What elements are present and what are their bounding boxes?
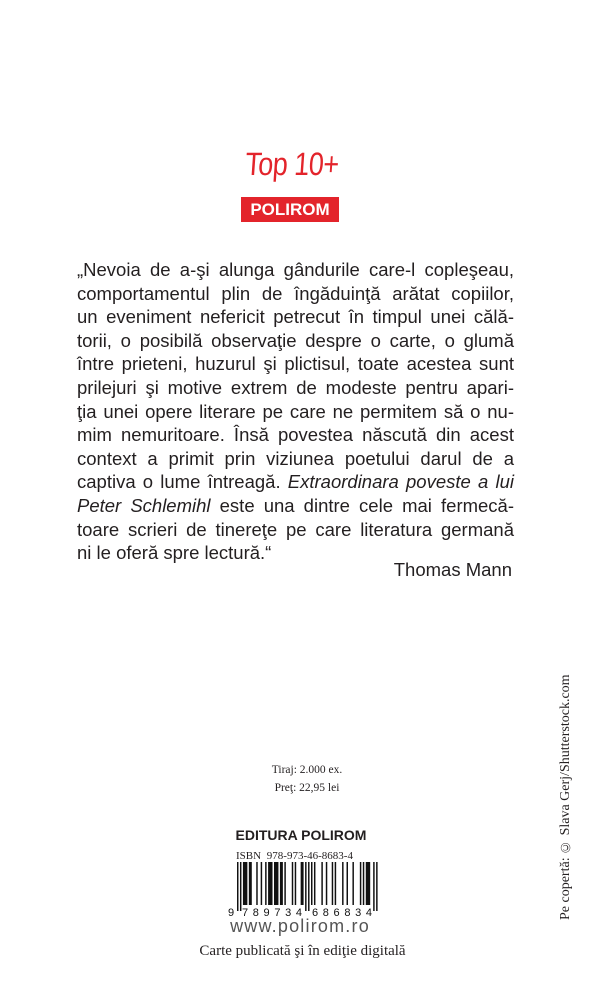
barcode — [226, 861, 382, 919]
quote-line — [77, 423, 514, 447]
barcode-bar — [360, 862, 361, 905]
barcode-bar — [363, 862, 364, 905]
barcode-bar — [274, 862, 278, 905]
back-cover-quote — [77, 258, 514, 565]
quote-line — [77, 305, 514, 329]
print-run-text: Tiraj: 2.000 ex. — [271, 764, 343, 776]
barcode-bar — [256, 862, 257, 905]
barcode-right-digits: 686834 — [312, 907, 372, 919]
barcode-bar — [268, 862, 272, 905]
quote-text: captiva o lume întreagă. — [77, 471, 288, 493]
quote-text: mim nemuritoare. Însă povestea născută din acest — [77, 424, 514, 446]
barcode-bar — [335, 862, 336, 905]
barcode-bar — [261, 862, 262, 905]
barcode-bar — [284, 862, 285, 905]
quote-text: toare scrieri de tinereţe pe care literatura germană — [77, 518, 514, 540]
quote-text: context a primit prin viziunea poetului darul de a — [77, 447, 514, 469]
quote-line — [77, 352, 514, 376]
barcode-bars — [237, 862, 378, 911]
quote-line — [77, 470, 514, 494]
publisher-website: www.polirom.ro — [230, 916, 370, 936]
quote-line — [77, 518, 514, 542]
book-title-text: Extraordinara poveste a lui — [287, 471, 514, 493]
quote-text: comportamentul plin de îngăduinţă arătat copiilor, — [77, 282, 514, 304]
quote-text: între prieteni, huzurul şi plictisul, toate acestea sunt — [77, 353, 514, 375]
barcode-guard-bar — [308, 862, 309, 911]
barcode-bar — [321, 862, 322, 905]
barcode-bar — [249, 862, 252, 905]
barcode-guard-bar — [237, 862, 238, 911]
barcode-bar — [265, 862, 266, 905]
barcode-bar — [332, 862, 333, 905]
quote-line — [77, 447, 514, 471]
barcode-bar — [352, 862, 353, 905]
barcode-bar — [347, 862, 348, 905]
quote-text: torii, o posibilă observaţie despre o carte, o glumă — [77, 329, 514, 351]
barcode-bar — [292, 862, 293, 905]
quote-text: „Nevoia de a-şi alunga gândurile care-l copleşeau, — [77, 259, 514, 280]
barcode-bar — [295, 862, 296, 905]
barcode-guard-bar — [240, 862, 241, 911]
barcode-left-digits: 789734 — [242, 907, 302, 919]
barcode-guard-bar — [373, 862, 374, 911]
publisher-logo-badge: POLIROM — [241, 197, 339, 222]
quote-line — [77, 282, 514, 306]
barcode-lead-digit: 9 — [228, 907, 235, 919]
barcode-bar — [366, 862, 370, 905]
barcode-guard-bar — [305, 862, 306, 911]
barcode-bar — [280, 862, 283, 905]
barcode-bar — [311, 862, 312, 905]
digital-edition-note: Carte publicată şi în ediţie digitală — [199, 943, 406, 959]
barcode-bar — [314, 862, 315, 905]
book-title-text: Peter Schlemihl — [77, 494, 211, 516]
barcode-guard-bar — [376, 862, 377, 911]
barcode-bar — [243, 862, 247, 905]
cover-image-credit: Pe copertă: © Slava Gerj/Shutterstock.com — [558, 674, 573, 920]
quote-line — [77, 258, 514, 282]
quote-line — [77, 494, 514, 518]
quote-text: ţia unei opere literare pe care ne permitem să o nu- — [77, 400, 514, 422]
quote-line — [77, 400, 514, 424]
quote-text: un eveniment nefericit petrecut în timpul unei călă- — [77, 306, 514, 328]
barcode-bar — [326, 862, 327, 905]
isbn-label: ISBN 978-973-46-8683-4 — [236, 850, 353, 862]
barcode-bar — [301, 862, 304, 905]
publisher-name: EDITURA POLIROM — [235, 827, 367, 843]
price-text: Preţ: 22,95 lei — [274, 781, 340, 794]
quote-author: Thomas Mann — [393, 559, 512, 580]
quote-text: este una dintre cele mai fermecă- — [210, 494, 515, 516]
quote-text: prilejuri şi motive extrem de modeste pentru apari- — [77, 376, 514, 398]
print-info — [200, 762, 414, 797]
quote-line — [77, 376, 514, 400]
quote-text: ni le oferă spre lectură.“ — [77, 542, 272, 564]
series-logo-top-10: Top 10+ — [244, 146, 340, 182]
barcode-bar — [342, 862, 343, 905]
quote-line — [77, 329, 514, 353]
